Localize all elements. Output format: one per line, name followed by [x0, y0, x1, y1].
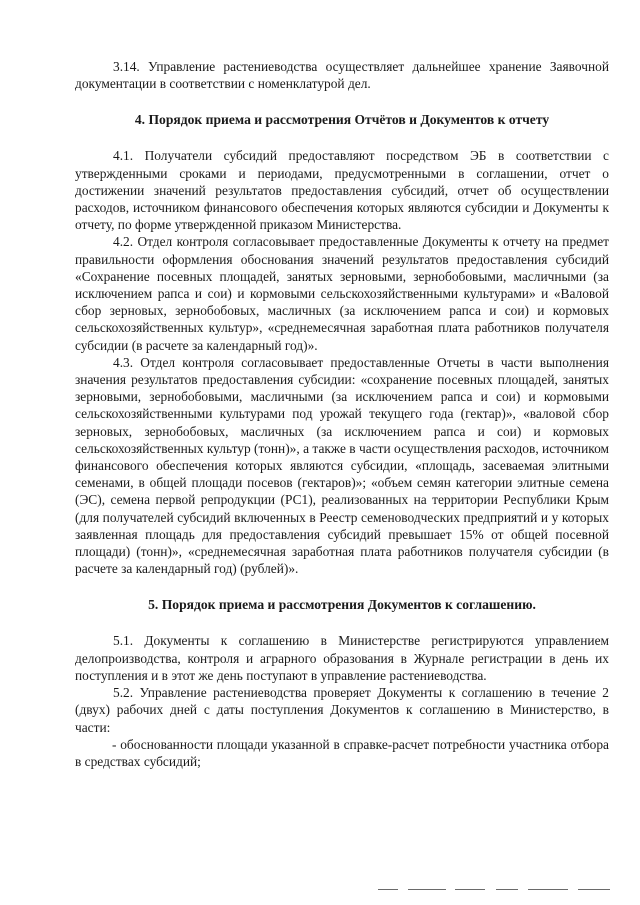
paragraph-4-1: 4.1. Получатели субсидий предоставляют посредством ЭБ в соответствии с утвержденными сроками и периодами, предусмотренными в соглашении, отчет о достижении значений результатов предоставления субсидий, отчет об осуществлении расходов, источником финансового обеспечения которых являются субсидии и Документы к отчету, по форме утвержденной приказом Министерства. [75, 148, 609, 233]
footer-rule-segment [378, 889, 398, 890]
list-item-5-2-1: - обоснованности площади указанной в справке-расчет потребности участника отбора в средствах субсидий; [75, 736, 609, 769]
paragraph-4-3: 4.3. Отдел контроля согласовывает предоставленные Отчеты в части выполнения значения результатов предоставления субсидии: «сохранение посевных площадей, занятых зерновыми, зернобобовыми, масличными (за исключением рапса и сои) и кормовыми сельскохозяйственными культурами под урожай текущего года (гектар)», «валовой сбор зерновых, зернобобовых, масличных (за исключением рапса и сои) и кормовых сельскохозяйственных культур (тонн)», а также в части осуществления расходов, источником финансового обеспечения которых являются субсидии, «площадь, засеваемая элитными семенами, в общей площади посевов (гектаров)»; «объем семян категории элитные семена (ЭС), семена первой репродукции (РС1), реализованных на территории Республики Крым (для получателей субсидий включенных в Реестр семеноводческих предприятий и у которых заявленная площадь для предоставления субсидий превышает 15% от общей посевной площади) (тонн)», «среднемесячная заработная плата работников получателя субсидии (в расчете за календарный год) (рублей)». [75, 354, 609, 577]
document-body [75, 58, 609, 770]
paragraph-5-2: 5.2. Управление растениеводства проверяет Документы к соглашению в течение 2 (двух) рабочих дней с даты поступления Документов к соглашению в Министерство, в части: [75, 685, 609, 735]
footer-rule-segment [455, 889, 485, 890]
paragraph-3-14: 3.14. Управление растениеводства осуществляет дальнейшее хранение Заявочной документации в соответствии с номенклатурой дел. [75, 59, 609, 92]
section-4-heading: 4. Порядок приема и рассмотрения Отчётов и Документов к отчету [134, 112, 550, 128]
paragraph-5-1: 5.1. Документы к соглашению в Министерстве регистрируются управлением делопроизводства, контроля и аграрного образования в Журнале регистрации в день их поступления и в этот же день поступают в управление растениеводства. [75, 633, 609, 683]
footer-rule-segment [578, 889, 610, 890]
footer-rule-segment [528, 889, 568, 890]
footer-rule-segment [408, 889, 446, 890]
footer-rule-segment [496, 889, 518, 890]
paragraph-4-2: 4.2. Отдел контроля согласовывает предоставленные Документы к отчету на предмет правильности оформления обоснования значений результатов предоставления субсидий «Сохранение посевных площадей, занятых зерновыми, зернобобовыми, масличными (за исключением рапса и сои) и кормовыми сельскохозяйственными культурами» и «Валовой сбор зерновых, зернобобовых, масличных (за исключением рапса и сои) и кормовых сельскохозяйственных культур», «среднемесячная заработная плата работников получателя субсидии (в расчете за календарный год)». [75, 234, 609, 353]
section-5-heading: 5. Порядок приема и рассмотрения Документов к соглашению. [148, 597, 536, 613]
